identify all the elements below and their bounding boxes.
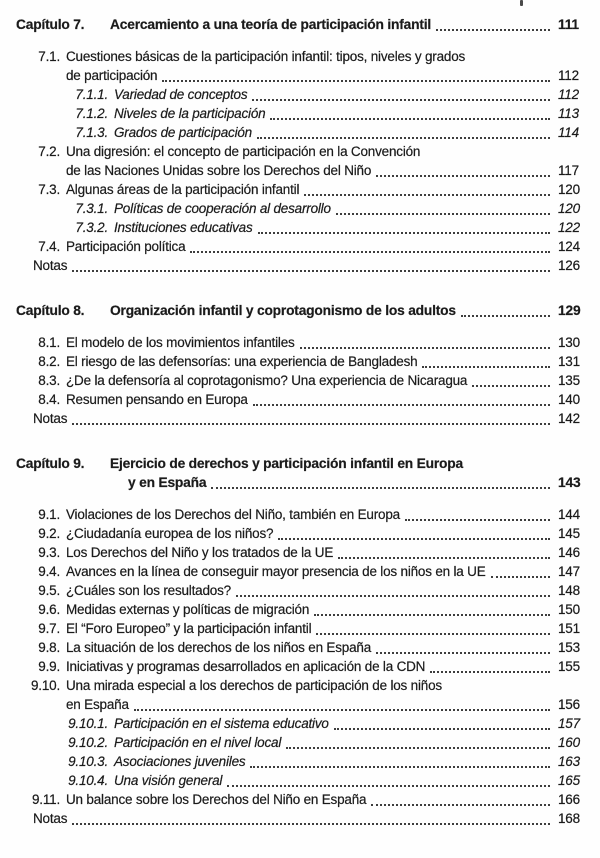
entry-title-line-text: Algunas áreas de la participación infantil	[66, 182, 300, 197]
entry-number: 9.2.	[38, 526, 60, 541]
toc-entry-row	[16, 47, 588, 85]
dot-leader	[250, 766, 550, 768]
toc-entry-row	[16, 409, 588, 428]
entry-title-line-text: Violaciones de los Derechos del Niño, también en Europa	[66, 507, 400, 522]
scan-artifact-mark	[520, 0, 523, 6]
chapter-heading-row	[16, 15, 588, 34]
entry-title-line	[66, 524, 552, 543]
entry-title-line-text: Grados de participación	[114, 125, 252, 140]
dot-leader	[300, 347, 550, 349]
entry-number: 9.8.	[38, 640, 60, 655]
dot-leader	[338, 557, 550, 559]
entry-body	[66, 790, 552, 809]
toc-entry-row	[16, 619, 588, 638]
entry-title-line-text: La situación de los derechos de los niños en España	[66, 640, 372, 655]
page-number: 142	[558, 411, 580, 426]
dot-leader	[371, 804, 550, 806]
toc-entry-row	[16, 752, 588, 771]
entry-title-line	[66, 638, 552, 657]
dot-leader	[190, 251, 550, 253]
dot-leader	[257, 137, 550, 139]
dot-leader	[253, 404, 550, 406]
entry-body	[66, 676, 552, 714]
entry-number: 9.10.4.	[68, 773, 108, 788]
dot-leader	[461, 315, 550, 317]
entry-title-line-text: El riesgo de las defensorías: una experiencia de Bangladesh	[66, 354, 418, 369]
entry-title-line-text: El “Foro Europeo” y la participación infantil	[66, 621, 312, 636]
entry-title-line	[66, 180, 552, 199]
entry-title-line	[66, 47, 552, 66]
entry-title-line-text: Variedad de conceptos	[114, 87, 248, 102]
entry-body	[33, 256, 552, 275]
entry-number: 9.9.	[38, 659, 60, 674]
entry-title-line	[66, 352, 552, 371]
entry-title-line	[66, 562, 552, 581]
entry-number: 7.1.3.	[75, 125, 108, 140]
chapter-label: Capítulo 8.	[16, 303, 85, 318]
entry-title-line	[66, 581, 552, 600]
entry-title-line-text: Iniciativas y programas desarrollados en aplicación de la CDN	[66, 659, 426, 674]
dot-leader	[336, 213, 550, 215]
entry-title-line-text: ¿De la defensoría al coprotagonismo? Una experiencia de Nicaragua	[66, 373, 468, 388]
dot-leader	[270, 118, 550, 120]
entry-title-line	[66, 619, 552, 638]
entry-number: 8.3.	[38, 373, 60, 388]
entry-body	[114, 104, 552, 123]
page-number: 143	[558, 475, 581, 490]
toc-entry-row	[16, 371, 588, 390]
toc-entry-row	[16, 390, 588, 409]
toc-entry-row	[16, 505, 588, 524]
entry-number: 9.6.	[38, 602, 60, 617]
page-number: 140	[558, 392, 580, 407]
dot-leader	[236, 595, 550, 597]
dot-leader	[436, 29, 550, 31]
page-number: 120	[558, 182, 580, 197]
entry-number: 7.3.2.	[75, 220, 108, 235]
entry-body	[66, 371, 552, 390]
page-number: 160	[558, 735, 580, 750]
toc-entry-row	[16, 543, 588, 562]
entry-title-line-text: Una visión general	[114, 773, 223, 788]
entry-title-line	[66, 505, 552, 524]
page-number: 151	[558, 621, 580, 636]
entry-number: 9.4.	[38, 564, 60, 579]
entry-title-line-text: Una digresión: el concepto de participación en la Convención	[66, 144, 421, 159]
toc-entry-row	[16, 771, 588, 790]
dot-leader	[134, 709, 550, 711]
chapter-title-text: Acercamiento a una teoría de participación infantil	[110, 17, 432, 32]
dot-leader	[72, 423, 550, 425]
chapter-label: Capítulo 7.	[16, 17, 85, 32]
page-number: 120	[558, 201, 580, 216]
entry-title-line	[66, 237, 552, 256]
entry-number: 9.10.2.	[68, 735, 108, 750]
entry-title-line-text: Resumen pensando en Europa	[66, 392, 248, 407]
page-number: 153	[558, 640, 580, 655]
entry-body	[66, 600, 552, 619]
chapter-title-line	[110, 454, 552, 473]
entry-body	[66, 352, 552, 371]
entry-body	[33, 809, 552, 828]
entry-number: 8.2.	[38, 354, 60, 369]
page-number: 146	[558, 545, 580, 560]
entry-title-line	[114, 199, 552, 218]
entry-number: 7.1.	[38, 49, 60, 64]
dot-leader	[252, 99, 550, 101]
page-number: 145	[558, 526, 580, 541]
page-number: 112	[558, 68, 579, 83]
page-number: 131	[558, 354, 580, 369]
entry-body	[66, 142, 552, 180]
entry-body	[66, 47, 552, 85]
entry-title-line	[66, 676, 552, 695]
dot-leader	[72, 823, 550, 825]
entry-title-line	[33, 256, 552, 275]
entry-number: 9.10.1.	[68, 716, 108, 731]
entry-title-line	[114, 123, 552, 142]
entry-title-line-text: Participación en el nivel local	[114, 735, 282, 750]
toc-entry-row	[16, 256, 588, 275]
toc-entry-row	[16, 809, 588, 828]
page-number: 165	[558, 773, 580, 788]
page-number: 168	[558, 811, 580, 826]
toc-entry-row	[16, 180, 588, 199]
entry-title-line	[114, 714, 552, 733]
dot-leader	[286, 747, 550, 749]
page-number: 122	[558, 220, 580, 235]
toc-entry-row	[16, 733, 588, 752]
entry-number: 9.3.	[38, 545, 60, 560]
toc-entry-row	[16, 676, 588, 714]
chapter-title-line	[110, 15, 552, 34]
entry-number: 9.10.	[30, 678, 60, 693]
page-number: 144	[558, 507, 580, 522]
entry-title-line-text: Políticas de cooperación al desarrollo	[114, 201, 331, 216]
entry-title-line	[114, 85, 552, 104]
entry-title-line	[66, 142, 552, 161]
entry-body	[66, 333, 552, 352]
entry-body	[33, 409, 552, 428]
entry-title-line-text: Avances en la línea de conseguir mayor presencia de los niños en la UE	[66, 564, 486, 579]
entry-title-line-text: en España	[66, 697, 129, 712]
entry-number: 9.7.	[38, 621, 60, 636]
dot-leader	[314, 614, 550, 616]
page-number: 147	[558, 564, 580, 579]
toc-entry-row	[16, 237, 588, 256]
entry-number: 7.2.	[38, 144, 60, 159]
page-number: 129	[558, 303, 581, 318]
toc-entry-row	[16, 199, 588, 218]
entry-body	[66, 505, 552, 524]
chapter-title-line	[110, 301, 552, 320]
page-number: 156	[558, 697, 580, 712]
dot-leader	[227, 785, 550, 787]
entry-title-line-text: ¿Ciudadanía europea de los niños?	[66, 526, 274, 541]
entry-title-line	[66, 543, 552, 562]
dot-leader	[334, 728, 550, 730]
entry-number: 9.5.	[38, 583, 60, 598]
toc-entry-row	[16, 85, 588, 104]
page-number: 130	[558, 335, 580, 350]
entry-body	[114, 218, 552, 237]
entry-number: 7.1.2.	[75, 106, 108, 121]
entry-title-line-text: Participación en el sistema educativo	[114, 716, 329, 731]
chapter-section	[16, 454, 588, 828]
page-number: 166	[558, 792, 580, 807]
entry-number: 8.4.	[38, 392, 60, 407]
entry-title-line	[66, 161, 552, 180]
toc-entry-row	[16, 104, 588, 123]
entry-title-line-text: Notas	[33, 411, 68, 426]
entry-title-line	[114, 771, 552, 790]
dot-leader	[376, 175, 550, 177]
entry-title-line	[66, 600, 552, 619]
entry-number: 7.1.1.	[75, 87, 108, 102]
toc-entry-row	[16, 638, 588, 657]
toc-entry-row	[16, 562, 588, 581]
entry-title-line	[66, 66, 552, 85]
toc-entry-row	[16, 352, 588, 371]
entry-title-line-text: Los Derechos del Niño y los tratados de la UE	[66, 545, 334, 560]
chapter-title-line	[110, 473, 552, 492]
entry-body	[66, 237, 552, 256]
chapter-label: Capítulo 9.	[16, 456, 85, 471]
entry-body	[66, 524, 552, 543]
page-number: 124	[558, 239, 580, 254]
entry-title-line-text: de participación	[66, 68, 158, 83]
page-number: 113	[558, 106, 579, 121]
dot-leader	[162, 80, 550, 82]
entry-title-line	[114, 104, 552, 123]
entry-title-line	[114, 733, 552, 752]
chapter-title-text: y en España	[128, 475, 207, 490]
toc-entry-row	[16, 333, 588, 352]
dot-leader	[72, 270, 550, 272]
chapter-title-body	[110, 454, 552, 492]
dot-leader	[472, 385, 550, 387]
entry-title-line-text: Notas	[33, 258, 68, 273]
entry-body	[66, 638, 552, 657]
toc-entry-row	[16, 218, 588, 237]
entry-body	[66, 581, 552, 600]
entry-body	[114, 733, 552, 752]
toc-entry-row	[16, 581, 588, 600]
entry-title-line	[66, 790, 552, 809]
toc-entry-row	[16, 524, 588, 543]
entry-title-line-text: de las Naciones Unidas sobre los Derechos del Niño	[66, 163, 372, 178]
entry-body	[66, 390, 552, 409]
entry-title-line-text: Cuestiones básicas de la participación infantil: tipos, niveles y grados	[66, 49, 466, 64]
entry-body	[114, 752, 552, 771]
entry-title-line-text: Un balance sobre los Derechos del Niño en España	[66, 792, 367, 807]
page-number: 117	[558, 163, 579, 178]
dot-leader	[430, 671, 550, 673]
table-of-contents	[16, 15, 588, 828]
dot-leader	[422, 366, 550, 368]
entry-title-line	[66, 371, 552, 390]
entry-body	[66, 543, 552, 562]
dot-leader	[211, 487, 550, 489]
entry-title-line	[66, 695, 552, 714]
chapter-title-body	[110, 301, 552, 320]
page-number: 157	[558, 716, 580, 731]
entry-body	[114, 199, 552, 218]
entry-body	[114, 714, 552, 733]
entry-body	[66, 180, 552, 199]
entry-number: 9.11.	[31, 792, 60, 807]
page-number: 148	[558, 583, 580, 598]
entry-body	[114, 123, 552, 142]
entry-number: 7.4.	[38, 239, 60, 254]
page-number: 111	[558, 17, 579, 32]
entry-title-line-text: Asociaciones juveniles	[114, 754, 246, 769]
toc-entry-row	[16, 790, 588, 809]
entry-number: 7.3.	[38, 182, 60, 197]
entry-title-line-text: Notas	[33, 811, 68, 826]
entry-title-line-text: El modelo de los movimientos infantiles	[66, 335, 295, 350]
page-number: 135	[558, 373, 580, 388]
entry-body	[66, 562, 552, 581]
chapter-section	[16, 301, 588, 428]
entry-title-line	[114, 218, 552, 237]
entry-title-line	[33, 809, 552, 828]
dot-leader	[376, 652, 550, 654]
dot-leader	[405, 519, 550, 521]
toc-entry-row	[16, 714, 588, 733]
dot-leader	[491, 576, 550, 578]
entry-title-line-text: Una mirada especial a los derechos de participación de los niños	[66, 678, 442, 693]
page-number: 112	[558, 87, 579, 102]
entry-title-line-text: ¿Cuáles son los resultados?	[66, 583, 231, 598]
entry-body	[66, 619, 552, 638]
chapter-heading-row	[16, 454, 588, 492]
toc-entry-row	[16, 600, 588, 619]
dot-leader	[304, 194, 550, 196]
page-number: 126	[558, 258, 580, 273]
entry-body	[114, 85, 552, 104]
chapter-title-text: Ejercicio de derechos y participación infantil en Europa	[110, 456, 463, 471]
chapter-section	[16, 15, 588, 275]
chapter-title-body	[110, 15, 552, 34]
dot-leader	[258, 232, 550, 234]
chapter-title-text: Organización infantil y coprotagonismo de los adultos	[110, 303, 456, 318]
toc-entry-row	[16, 123, 588, 142]
page-number: 114	[558, 125, 579, 140]
page-number: 155	[558, 659, 580, 674]
dot-leader	[278, 538, 550, 540]
entry-title-line-text: Instituciones educativas	[114, 220, 253, 235]
page-number: 163	[558, 754, 580, 769]
entry-number: 9.10.3.	[68, 754, 108, 769]
toc-entry-row	[16, 657, 588, 676]
toc-entry-row	[16, 142, 588, 180]
entry-title-line-text: Participación política	[66, 239, 186, 254]
chapter-heading-row	[16, 301, 588, 320]
entry-title-line	[33, 409, 552, 428]
entry-title-line-text: Niveles de la participación	[114, 106, 266, 121]
entry-title-line	[66, 333, 552, 352]
page-number: 150	[558, 602, 580, 617]
entry-number: 8.1.	[38, 335, 60, 350]
entry-title-line	[66, 390, 552, 409]
entry-title-line	[66, 657, 552, 676]
entry-title-line	[114, 752, 552, 771]
entry-number: 7.3.1.	[75, 201, 108, 216]
entry-number: 9.1.	[38, 507, 60, 522]
entry-title-line-text: Medidas externas y políticas de migración	[66, 602, 310, 617]
dot-leader	[316, 633, 550, 635]
entry-body	[114, 771, 552, 790]
entry-body	[66, 657, 552, 676]
